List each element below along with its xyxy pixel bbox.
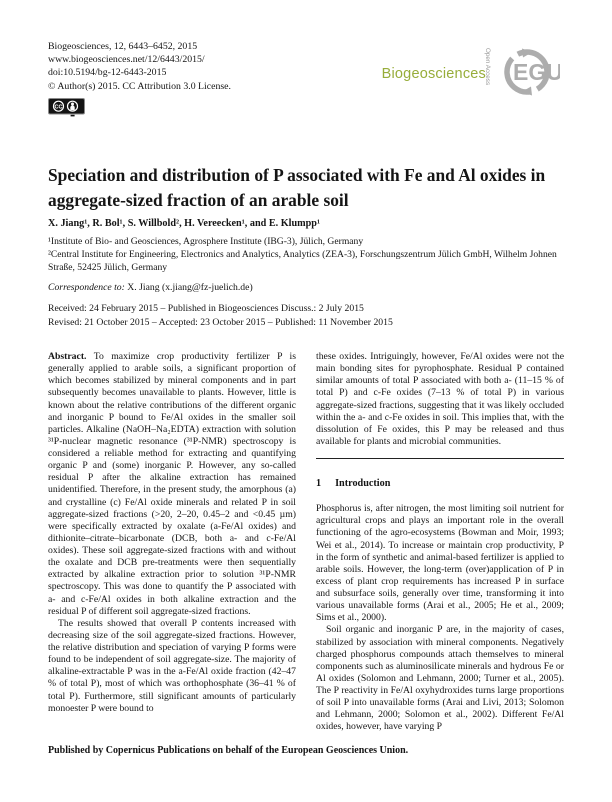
intro-column (316, 351, 564, 734)
article-title: Speciation and distribution of P associated with Fe and Al oxides in aggregate-sized fraction of an arable soil (48, 165, 546, 210)
received-line: Received: 24 February 2015 – Published in Biogeosciences Discuss.: 2 July 2015 (48, 303, 364, 314)
svg-text:CC: CC (54, 104, 63, 111)
abstract-label: Abstract. (48, 351, 87, 362)
correspondence-line (48, 282, 572, 293)
egu-logo-icon (502, 45, 560, 104)
abstract-end-divider (316, 458, 564, 459)
intro-paragraph-2: Soil organic and inorganic P are, in the majority of cases, stabilized by association with mineral components. Negatively charged phosphorus compounds attach themselves to mineral components such as aluminosilicate minerals and hydrous Fe or Al oxides (Solomon and Lehmann, 2000; Turner et al., 2005). The P reactivity in Fe/Al oxyhydroxides turns large proportions of soil P into unavailable forms (Arai and Livi, 2013; Solomon and Lehmann, 2000; Solomon et al., 2002). Different Fe/Al oxides, however, have varying P (316, 624, 564, 733)
abstract-paragraph-3: these oxides. Intriguingly, however, Fe/Al oxides were not the main bonding sites for pyrophosphate. Residual P contained similar amounts of total P associated with both a- (11–15 % of total P) and c-Fe oxides (7–13 % of total P) in various aggregate-sized fractions, suggesting that it was likely occluded within the a- and c-Fe oxides in soil. This implies that, with the dissolution of Fe oxides, this P may be released and thus available for plants and microbial communities. (316, 351, 564, 447)
revised-line: Revised: 21 October 2015 – Accepted: 23 October 2015 – Published: 11 November 2015 (48, 316, 393, 328)
journal-reference-block (48, 40, 231, 93)
license-line: © Author(s) 2015. CC Attribution 3.0 License. (48, 80, 231, 92)
affiliation-2: ²Central Institute for Engineering, Electronics and Analytics, Analytics (ZEA-3), Forschungszentrum Jülich GmbH, Wilhelm Johnen Straße, 52425 Jülich, Germany (48, 248, 557, 273)
doi-line[interactable]: doi:10.5194/bg-12-6443-2015 (48, 67, 167, 79)
section-number: 1 (316, 478, 322, 489)
affiliation-1: ¹Institute of Bio- and Geosciences, Agrosphere Institute (IBG-3), Jülich, Germany (48, 236, 364, 247)
cc-by-badge-icon (48, 98, 86, 117)
egu-logo-acronym: EGU (513, 59, 560, 85)
journal-ref-line: Biogeosciences, 12, 6443–6452, 2015 (48, 41, 198, 52)
journal-url-line[interactable]: www.biogeosciences.net/12/6443/2015/ (48, 54, 205, 66)
journal-brand-area (380, 44, 564, 100)
abstract-paragraph-1-text: To maximize crop productivity fertilizer P is generally applied to arable soils, a significant proportion of which becomes stabilized by mineral components and in part subsequently becomes unavailable to plants. However, little is known about the relative contributions of the different organic and inorganic P bound to Fe/Al oxides in the smaller soil particles. Alkaline (NaOH–Na₂EDTA) extraction with solution ³¹P-nuclear magnetic resonance (³¹P-NMR) spectroscopy is considered a reliable method for extracting and quantifying organic P and (some) inorganic P. However, any so-called residual P after the alkaline extraction has remained unidentified. Therefore, in the present study, the amorphous (a) and crystalline (c) Fe/Al oxide minerals and related P in soil aggregate-sized fractions (>20, 2–20, 0.45–2 and <0.45 µm) were specifically extracted by oxalate (a-Fe/Al oxides) and dithionite–citrate–bicarbonate (DCB, both a- and c-Fe/Al oxides). These soil aggregate-sized fractions with and without the oxalate and DCB pre-treatments were then sequentially extracted by alkaline extraction prior to solution ³¹P-NMR spectroscopy. This was done to quantify the P associated with a- and c-Fe/Al oxides in both alkaline extraction and the residual P of different soil aggregate-sized fractions. (48, 351, 297, 617)
correspondence-label: Correspondence to: (48, 282, 125, 293)
abstract-paragraph-1 (48, 351, 296, 618)
intro-paragraph-1: Phosphorus is, after nitrogen, the most limiting soil nutrient for agricultural crops and plays an important role in the overall functioning of the agro-ecosystems (Bowman and Moir, 1993; Wei et al., 2014). To increase or maintain crop productivity, P in the form of synthetic and animal-based fertilizer is applied to arable soils. However, the long-term (over)application of P in excess of plant crop requirements has increased P in surface and subsurface soils, generally over time, transforming it into various unavailable forms (Arai et al., 2005; He et al., 2009; Sims et al., 2000). (316, 503, 564, 624)
open-access-label: Open Access (484, 48, 491, 86)
dates-block (48, 302, 572, 330)
authors-line: X. Jiang¹, R. Bol¹, S. Willbold², H. Vereecken¹, and E. Klumpp¹ (48, 218, 321, 229)
affiliations-block (48, 236, 572, 274)
journal-logo-text: Biogeosciences (381, 66, 486, 82)
correspondence-email[interactable]: X. Jiang (x.jiang@fz-juelich.de) (127, 282, 253, 293)
section-heading-introduction (316, 478, 564, 490)
abstract-column (48, 351, 296, 715)
section-title: Introduction (335, 478, 391, 489)
publisher-footer: Published by Copernicus Publications on behalf of the European Geosciences Union. (48, 745, 409, 756)
abstract-paragraph-2: The results showed that overall P contents increased with decreasing size of the soil aggregate-sized fractions. However, the relative distribution and speciation of varying P forms were found to be independent of soil aggregate-size. The majority of alkaline-extractable P was in the a-Fe/Al oxide fraction (42–47 % of total P), most of which was orthophosphate (36–41 % of total P). Furthermore, still significant amounts of particularly monoester P were bound to (48, 617, 296, 714)
cc-by-license-badge[interactable] (48, 98, 86, 117)
